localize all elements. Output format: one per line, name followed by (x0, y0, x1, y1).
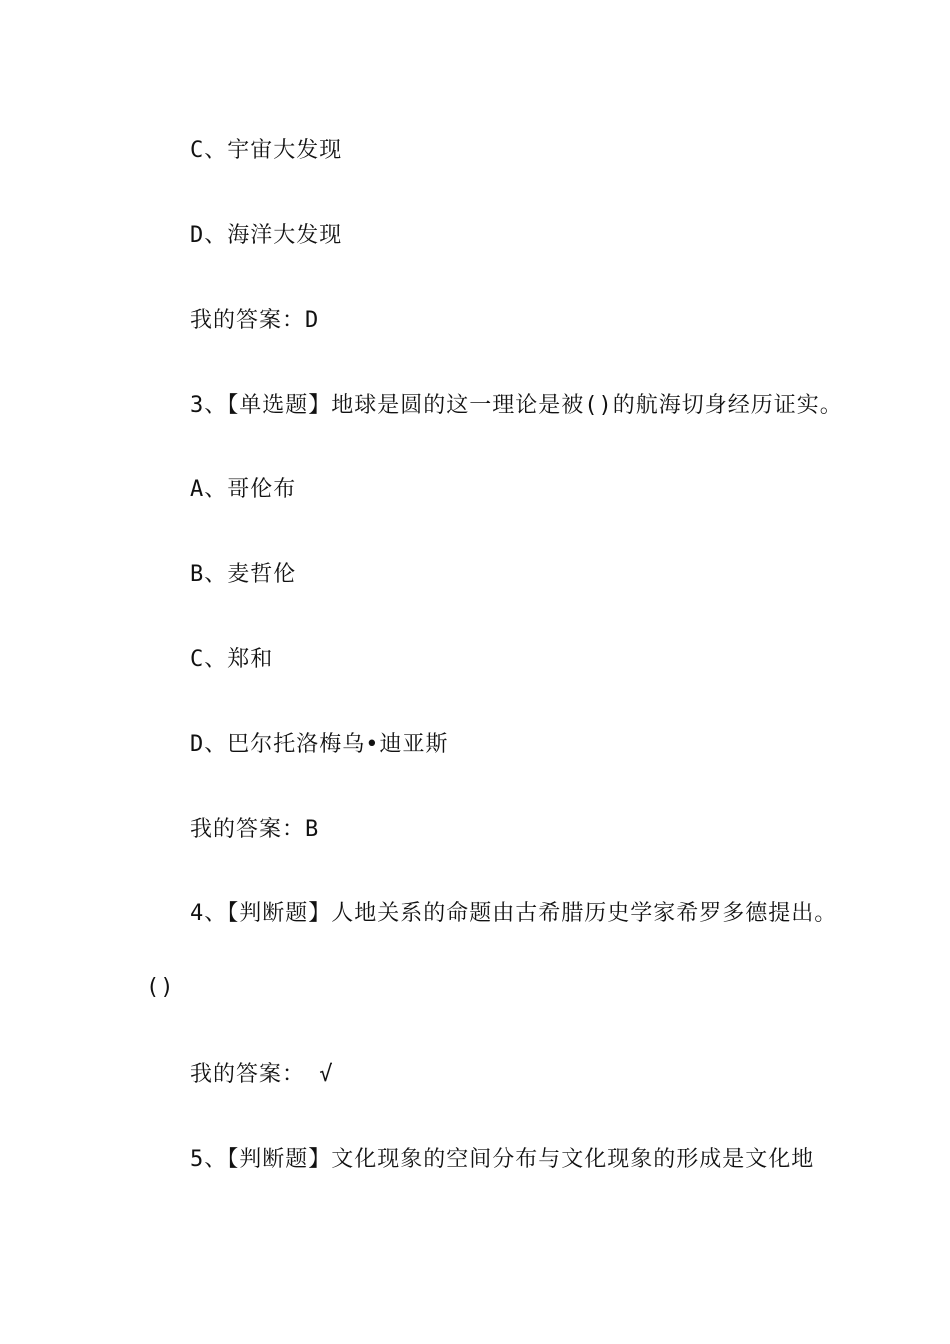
q2-option-c: C、宇宙大发现 (190, 138, 343, 163)
q3-option-a: A、哥伦布 (190, 477, 297, 502)
q3-question: 3、【单选题】地球是圆的这一理论是被()的航海切身经历证实。 (190, 393, 843, 418)
q4-question: 4、【判断题】人地关系的命题由古希腊历史学家希罗多德提出。 (190, 901, 838, 926)
q3-option-b: B、麦哲伦 (190, 562, 297, 587)
q3-option-c: C、郑和 (190, 647, 274, 672)
q4-my-answer: 我的答案： √ (190, 1062, 334, 1087)
q5-question: 5、【判断题】文化现象的空间分布与文化现象的形成是文化地 (190, 1147, 815, 1172)
q3-option-d: D、巴尔托洛梅乌•迪亚斯 (190, 732, 449, 757)
q3-my-answer: 我的答案：B (190, 817, 320, 842)
q4-question-continuation: () (146, 975, 175, 1000)
q2-option-d: D、海洋大发现 (190, 223, 343, 248)
q2-my-answer: 我的答案：D (190, 308, 320, 333)
